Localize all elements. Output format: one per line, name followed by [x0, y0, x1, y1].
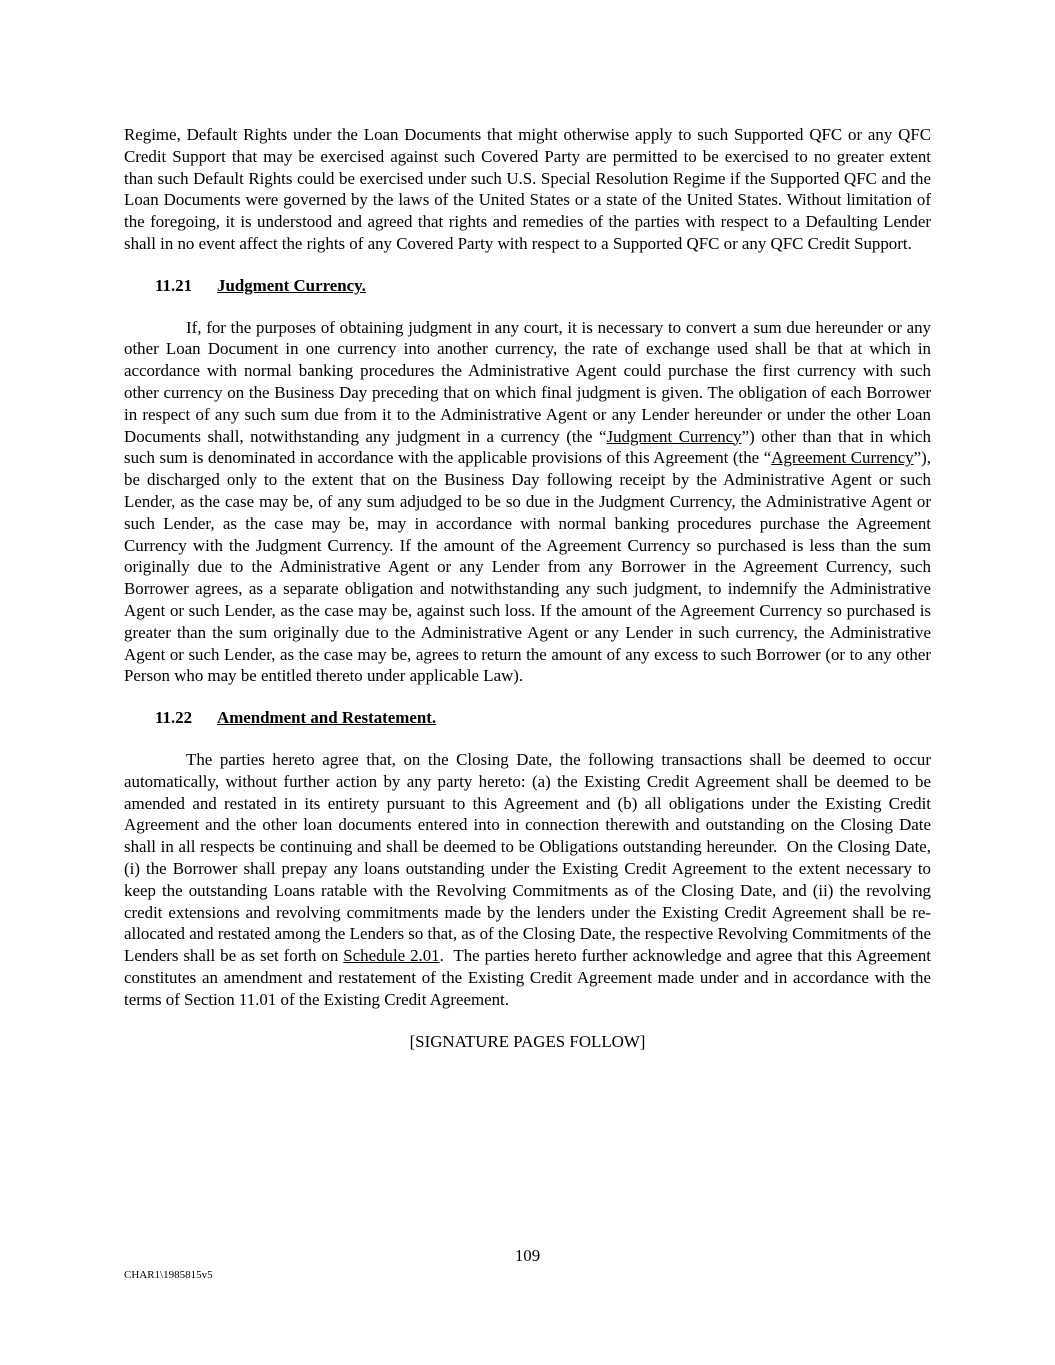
section-heading-11-21: [124, 275, 931, 297]
paragraph-text: The parties hereto agree that, on the Closing Date, the following transactions shall be deemed to occur automatically, without further action by any party hereto: (a) the Existing Credit Agreement shall be deemed to be amended and restated in its entirety pursuant to this Agreement and (b) all obligations under the Existing Credit Agreement and the other loan documents entered into in connection therewith and outstanding on the Closing Date shall in all respects be continuing and shall be deemed to be Obligations outstanding hereunder. On the Closing Date, (i) the Borrower shall prepay any loans outstanding under the Existing Credit Agreement to the extent necessary to keep the outstanding Loans ratable with the Revolving Commitments as of the Closing Date, and (ii) the revolving credit extensions and revolving commitments made by the lenders under the Existing Credit Agreement shall be re-allocated and restated among the Lenders so that, as of the Closing Date, the respective Revolving Commitments of the Lenders shall be as set forth on: [124, 749, 931, 966]
section-title: Judgment Currency.: [217, 275, 366, 295]
defined-term-agreement-currency: Agreement Currency: [771, 448, 914, 468]
section-title: Amendment and Restatement.: [217, 708, 437, 728]
page-number: 109: [514, 1246, 541, 1265]
section-heading-11-22: [124, 707, 931, 729]
document-page: [124, 124, 931, 1053]
carryover-paragraph: Regime, Default Rights under the Loan Documents that might otherwise apply to such Supported QFC or any QFC Credit Support that may be exercised against such Covered Party are permitted to be exercised to no greater extent than such Default Rights could be exercised under such U.S. Special Resolution Regime if the Supported QFC and the Loan Documents were governed by the laws of the United States or a state of the United States. Without limitation of the foregoing, it is understood and agreed that rights and remedies of the parties with respect to a Defaulting Lender shall in no event affect the rights of any Covered Party with respect to a Supported QFC or any QFC Credit Support.: [124, 125, 931, 253]
signature-pages-notice: [SIGNATURE PAGES FOLLOW]: [409, 1032, 646, 1052]
document-id: CHAR1\1985815v5: [124, 1269, 213, 1281]
amendment-restatement-paragraph: [124, 749, 931, 1011]
schedule-reference: Schedule 2.01: [343, 946, 440, 966]
paragraph-text: If, for the purposes of obtaining judgment in any court, it is necessary to convert a sum due hereunder or any other Loan Document in one currency into another currency, the rate of exchange used shall be that at which in accordance with normal banking procedures the Administrative Agent could purchase the first currency with such other currency on the Business Day preceding that on which final judgment is given. The obligation of each Borrower in respect of any such sum due from it to the Administrative Agent or any Lender hereunder or under the other Loan Documents shall, notwithstanding any judgment in a currency (the “: [124, 317, 931, 446]
paragraph-text: . The parties hereto further acknowledge and agree that this Agreement constitutes an amendment and restatement of the Existing Credit Agreement made under and in accordance with the terms of Section 11.01 of the Existing Credit Agreement.: [124, 946, 931, 1009]
judgment-currency-paragraph: [124, 317, 931, 688]
section-number: 11.22: [155, 708, 193, 728]
section-number: 11.21: [155, 275, 193, 295]
paragraph-text: ”) other than that in which such sum is denominated in accordance with the applicable provisions of this Agreement (the “: [124, 426, 931, 468]
paragraph-text: ”), be discharged only to the extent that on the Business Day following receipt by the Administrative Agent or such Lender, as the case may be, of any sum adjudged to be so due in the Judgment Currency, the Administrative Agent or such Lender, as the case may be, may in accordance with normal banking procedures purchase the Agreement Currency with the Judgment Currency. If the amount of the Agreement Currency so purchased is less than the sum originally due to the Administrative Agent or any Lender from any Borrower in the Agreement Currency, such Borrower agrees, as a separate obligation and notwithstanding any such judgment, to indemnify the Administrative Agent or such Lender, as the case may be, against such loss. If the amount of the Agreement Currency so purchased is greater than the sum originally due to the Administrative Agent or any Lender in such currency, the Administrative Agent or such Lender, as the case may be, agrees to return the amount of any excess to such Borrower (or to any other Person who may be entitled thereto under applicable Law).: [124, 448, 931, 686]
defined-term-judgment-currency: Judgment Currency: [606, 426, 742, 446]
